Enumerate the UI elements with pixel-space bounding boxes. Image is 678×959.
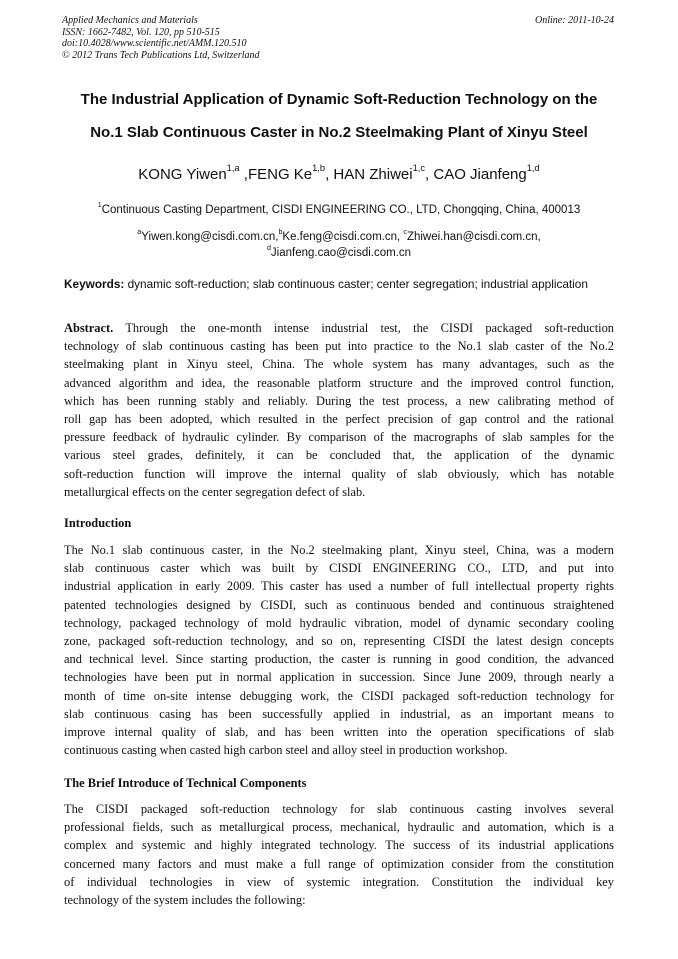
author-sup: 1,d [526, 163, 540, 174]
paper-title-line-1: The Industrial Application of Dynamic Soft-Reduction Technology on the [80, 91, 598, 108]
author-list [30, 163, 648, 183]
brief-line: professional fields, such as metallurgical process, mechanical, hydraulic and automation, which is a [64, 820, 614, 835]
author-name: CAO Jianfeng [433, 166, 527, 183]
abstract-line: various steel grades, definitely, it can be concluded that, the application of the dynamic [64, 448, 614, 463]
abstract-line: pressure feedback of hydraulic cylinder. By comparison of the macrographs of slab samples for the [64, 430, 614, 445]
author-sep: , [325, 166, 334, 183]
intro-line: slab continuous casing has been successfully applied in industrial, as an important means to [64, 706, 614, 721]
abstract-line: which has been running stably and reliably. During the test process, a new calibrating method of [64, 393, 614, 408]
intro-line: zone, packaged soft-reduction technology, and so on, representing CISDI the latest design concepts [64, 633, 614, 648]
copyright-line: © 2012 Trans Tech Publications Ltd, Switzerland [62, 49, 260, 61]
journal-header [62, 15, 382, 61]
abstract-label: Abstract. [64, 321, 114, 335]
brief-line: concerned many factors and must make a full range of optimization consider from the constitution [64, 856, 614, 871]
abstract-line: advanced algorithm and idea, the reasonable platform structure and the improved control function, [64, 375, 614, 390]
intro-line: technologies have been put in normal application in succession. Since June 2009, through nearly a [64, 670, 614, 685]
abstract [64, 319, 614, 501]
introduction-heading: Introduction [64, 516, 132, 530]
keywords-label: Keywords: [64, 277, 125, 291]
email-line-1 [30, 229, 648, 245]
email-c[interactable]: Zhiwei.han@cisdi.com.cn, [406, 231, 541, 243]
abstract-text: Through the one-month intense industrial test, the CISDI packaged soft-reduction [113, 321, 614, 335]
abstract-line: metallurgical effects on the center segregation defect of slab. [64, 484, 366, 499]
intro-line: month of time on-site intense debugging work, the CISDI packaged soft-reduction technology for [64, 688, 614, 703]
email-line-2 [30, 245, 648, 261]
author-name: KONG Yiwen [138, 166, 227, 183]
intro-line: slab continuous caster which was built by CISDI ENGINEERING CO., LTD, and put into [64, 561, 614, 576]
intro-line: and technical level. Since starting production, the caster is running in good condition, the advanced [64, 652, 614, 667]
paper-title-line-2: No.1 Slab Continuous Caster in No.2 Steelmaking Plant of Xinyu Steel [90, 124, 588, 141]
author-name: HAN Zhiwei [333, 166, 413, 183]
affiliation-sup: 1 [97, 200, 102, 209]
affiliation [30, 200, 648, 216]
brief-line: technology of the system includes the following: [64, 892, 306, 907]
intro-line: continuous casting when casted high carbon steel and alloy steel in production workshop. [64, 743, 508, 758]
brief-body [64, 800, 614, 909]
email-sup: b [278, 227, 283, 236]
keywords-text: dynamic soft-reduction; slab continuous caster; center segregation; industrial application [124, 277, 588, 291]
intro-line: industrial application in early 2009. This caster has used a number of full intellectual property rights [64, 579, 614, 594]
intro-line: technology, packaged technology of mold hydraulic vibration, model of dynamic secondary cooling [64, 615, 614, 630]
doi-line: doi:10.4028/www.scientific.net/AMM.120.510 [62, 38, 247, 49]
email-sup: c [403, 227, 407, 236]
online-date: Online: 2011-10-24 [535, 15, 614, 26]
email-d[interactable]: Jianfeng.cao@cisdi.com.cn [270, 247, 412, 259]
email-sup: a [137, 227, 142, 236]
author-sup: 1,b [312, 163, 326, 174]
author-emails [30, 229, 648, 261]
intro-line: improve internal quality of slab, and has been written into the operation specifications of slab [64, 724, 614, 739]
affiliation-text: Continuous Casting Department, CISDI ENGINEERING CO., LTD, Chongqing, China, 400013 [101, 204, 581, 216]
intro-line: The No.1 slab continuous caster, in the No.2 steelmaking plant, Xinyu steel, China, was a modern [64, 543, 614, 557]
abstract-line: steelmaking plant in Xinyu steel, China. The whole system has many advantages, such as the [64, 357, 614, 372]
abstract-line: soft-reduction function will improve the internal quality of slab obviously, which has notable [64, 466, 614, 481]
email-b[interactable]: Ke.feng@cisdi.com.cn, [282, 231, 404, 243]
brief-line: complex and systemic and highly integrated technology. The success of its industrial applications [64, 838, 614, 853]
brief-heading: The Brief Introduce of Technical Components [64, 776, 307, 790]
issn-line: ISSN: 1662-7482, Vol. 120, pp 510-515 [62, 26, 220, 38]
brief-line: The CISDI packaged soft-reduction technology for slab continuous casting involves several [64, 802, 614, 816]
email-sup: d [266, 243, 271, 252]
author-name: FENG Ke [247, 166, 313, 183]
author-sup: 1,a [226, 163, 240, 174]
journal-name: Applied Mechanics and Materials [62, 15, 198, 26]
abstract-line [64, 319, 614, 337]
keywords [64, 276, 614, 293]
abstract-line: roll gap has been adopted, which resulted in the perfect precision of gap control and the rational [64, 411, 614, 426]
brief-line: of individual technologies in view of systemic integration. Constitution the individual key [64, 874, 614, 889]
author-sep: , [425, 166, 434, 183]
abstract-line: technology of slab continuous casting has been put into practice to the No.1 slab caster of the No.2 [64, 339, 614, 354]
author-sup: 1,c [412, 163, 426, 174]
email-a[interactable]: Yiwen.kong@cisdi.com.cn, [141, 231, 279, 243]
introduction-body [64, 541, 614, 759]
intro-line: patented technologies designed by CISDI, such as continuous bended and continuous straightened [64, 597, 614, 612]
author-sep: , [239, 166, 248, 183]
